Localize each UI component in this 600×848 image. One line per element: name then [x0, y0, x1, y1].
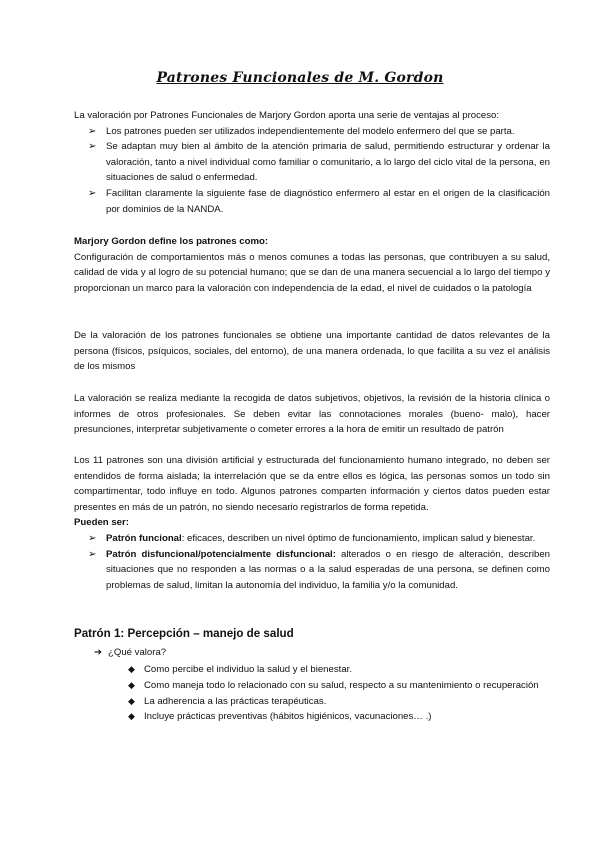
paragraph-valoracion: La valoración se realiza mediante la recogida de datos subjetivos, objetivos, la revisión de la historia clínica o informes de otros profesionales. Se deben evitar las connotaciones morales (bueno- malo), hacer presunciones, interpretar subjetivamente o cometer errores a la hora de emitir un resultado de patrón: [74, 393, 550, 436]
list-item: ➢ Patrón disfuncional/potencialmente disfuncional: alterados o en riesgo de alteración, describen situaciones que no responden a las normas o a la salud esperadas de una persona, se definen como problemas de salud, limitan la autonomía del individuo, la familia y/o la comunidad.: [88, 548, 550, 591]
paragraph-patrones: Los 11 patrones son una división artificial y estructurada del funcionamiento humano integrado, no deben ser entendidos de forma aislada; la interrelación que se da entre ellos es lógica, las personas somos un todo sin compartimentar, todo influye en todo. Algunos patrones comparten información y ciertos datos pueden estar presentes en más de un patrón, no siendo necesario registrarlos de forma repetida.: [74, 455, 550, 513]
types-heading: Pueden ser:: [74, 517, 129, 529]
diamond-bullet-icon: ◆: [128, 664, 135, 674]
intro-paragraph: La valoración por Patrones Funcionales de Marjory Gordon aporta una serie de ventajas al proceso:: [74, 110, 500, 121]
list-item: ◆ Como percibe el individuo la salud y el bienestar.: [126, 662, 551, 678]
definition-heading: Marjory Gordon define los patrones como:: [74, 236, 269, 247]
document-title: Patrones Funcionales de M. Gordon: [156, 70, 444, 86]
list-item: ➢ Facilitan claramente la siguiente fase de diagnóstico enfermero al estar en el origen de la clasificación por dominios de la NANDA.: [88, 187, 550, 215]
arrow-bullet-icon: ➢: [88, 532, 97, 544]
list-item: ➢ Patrón funcional: eficaces, describen un nivel óptimo de funcionamiento, implican salud y bienestar.: [74, 531, 550, 547]
types-list: [74, 531, 550, 593]
arrow-bullet-icon: ➢: [88, 141, 97, 153]
diamond-bullet-icon: ◆: [128, 711, 135, 722]
list-item: ◆ La adherencia a las prácticas terapéuticas.: [126, 694, 551, 710]
advantages-list: [74, 124, 550, 218]
types-section: [74, 453, 550, 593]
arrow-bullet-icon: ➢: [88, 125, 97, 137]
right-arrow-icon: ➔: [94, 647, 103, 658]
pattern1-question: ➔ ¿Qué valora?: [94, 647, 167, 658]
list-item: ➢ Los patrones pueden ser utilizados independientemente del modelo enfermero del que se parta.: [74, 124, 550, 140]
paragraph-datos: De la valoración de los patrones funcionales se obtiene una importante cantidad de datos relevantes de la persona (físicos, psíquicos, sociales, del entorno), de una manera ordenada, lo que facilita a su vez el análisis de los mismos: [74, 330, 550, 373]
list-item: ◆ Como maneja todo lo relacionado con su salud, respecto a su mantenimiento o recuperación: [126, 678, 551, 694]
list-item: ➢ Se adaptan muy bien al ámbito de la atención primaria de salud, permitiendo estructurar y ordenar la valoración, tanto a nivel individual como familiar o comunitario, a lo largo del ciclo vital de la persona, en situaciones de salud o enfermedad.: [88, 141, 550, 184]
arrow-bullet-icon: ➢: [88, 548, 97, 560]
definition-paragraph: Configuración de comportamientos más o menos comunes a todas las personas, que contribuyen a su salud, calidad de vida y al logro de su potencial humano; que se dan de una manera secuencial a lo largo del tiempo y proporcionan un marco para la valoración con independencia de la edad, el nivel de cuidados o la patología: [74, 251, 550, 294]
pattern1-items: [126, 662, 551, 725]
diamond-bullet-icon: ◆: [128, 695, 135, 706]
diamond-bullet-icon: ◆: [128, 679, 135, 690]
intro-section: [74, 108, 550, 217]
list-item: ◆ Incluye prácticas preventivas (hábitos higiénicos, vacunaciones… .): [126, 709, 551, 725]
pattern1-heading: Patrón 1: Percepción – manejo de salud: [74, 627, 294, 640]
arrow-bullet-icon: ➢: [88, 187, 97, 199]
definition-section: [74, 234, 550, 296]
